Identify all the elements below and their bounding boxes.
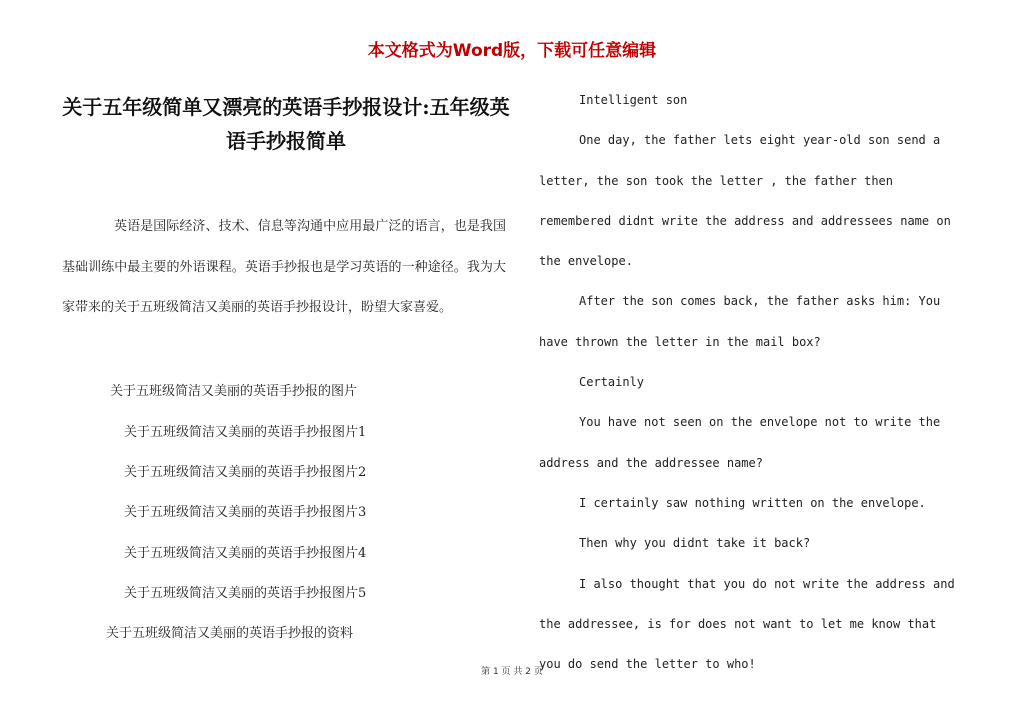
- document-title: 关于五年级简单又漂亮的英语手抄报设计:五年级英语手抄报简单: [62, 95, 510, 153]
- story-title: Intelligent son: [579, 93, 688, 107]
- story-paragraph: I also thought that you do not write the address and the addressee, is for does not want to let me know that you do send the letter to who!: [539, 576, 955, 672]
- story-paragraph: Certainly: [579, 375, 645, 390]
- download-banner: 本文格式为Word版，下载可任意编辑: [367, 41, 657, 61]
- intro-paragraph: 英语是国际经济、技术、信息等沟通中应用最广泛的语言，也是我国基础训练中最主要的外语课程。英语手抄报也是学习英语的一种途径。我为大家带来的关于五班级简洁又美丽的英语手抄报设计，盼望大家喜爱。: [62, 219, 506, 315]
- left-item-picture-3: 关于五班级简洁又美丽的英语手抄报图片3: [124, 505, 367, 520]
- page-number-footer: 第 1 页 共 2 页: [481, 667, 543, 677]
- story-paragraph: One day, the father lets eight year-old son send a letter, the son took the letter , the father then remembered didnt write the address and addressees name on the envelope.: [539, 133, 951, 269]
- left-item-picture-4: 关于五班级简洁又美丽的英语手抄报图片4: [124, 546, 367, 561]
- right-column-story: [539, 80, 959, 684]
- left-column-title-block: [62, 90, 510, 158]
- story-paragraph: After the son comes back, the father asks him: You have thrown the letter in the mail box?: [539, 294, 941, 349]
- left-item-picture-2: 关于五班级简洁又美丽的英语手抄报图片2: [124, 465, 367, 480]
- left-item-picture-1: 关于五班级简洁又美丽的英语手抄报图片1: [124, 425, 367, 440]
- story-paragraph: You have not seen on the envelope not to write the address and the addressee name?: [539, 415, 941, 470]
- left-item-heading-materials: 关于五班级简洁又美丽的英语手抄报的资料: [106, 626, 354, 641]
- left-item-heading-pictures: 关于五班级简洁又美丽的英语手抄报的图片: [110, 384, 358, 399]
- story-paragraph: I certainly saw nothing written on the envelope.: [579, 495, 926, 510]
- story-paragraph: Then why you didnt take it back?: [579, 536, 811, 551]
- left-item-picture-5: 关于五班级简洁又美丽的英语手抄报图片5: [124, 586, 367, 601]
